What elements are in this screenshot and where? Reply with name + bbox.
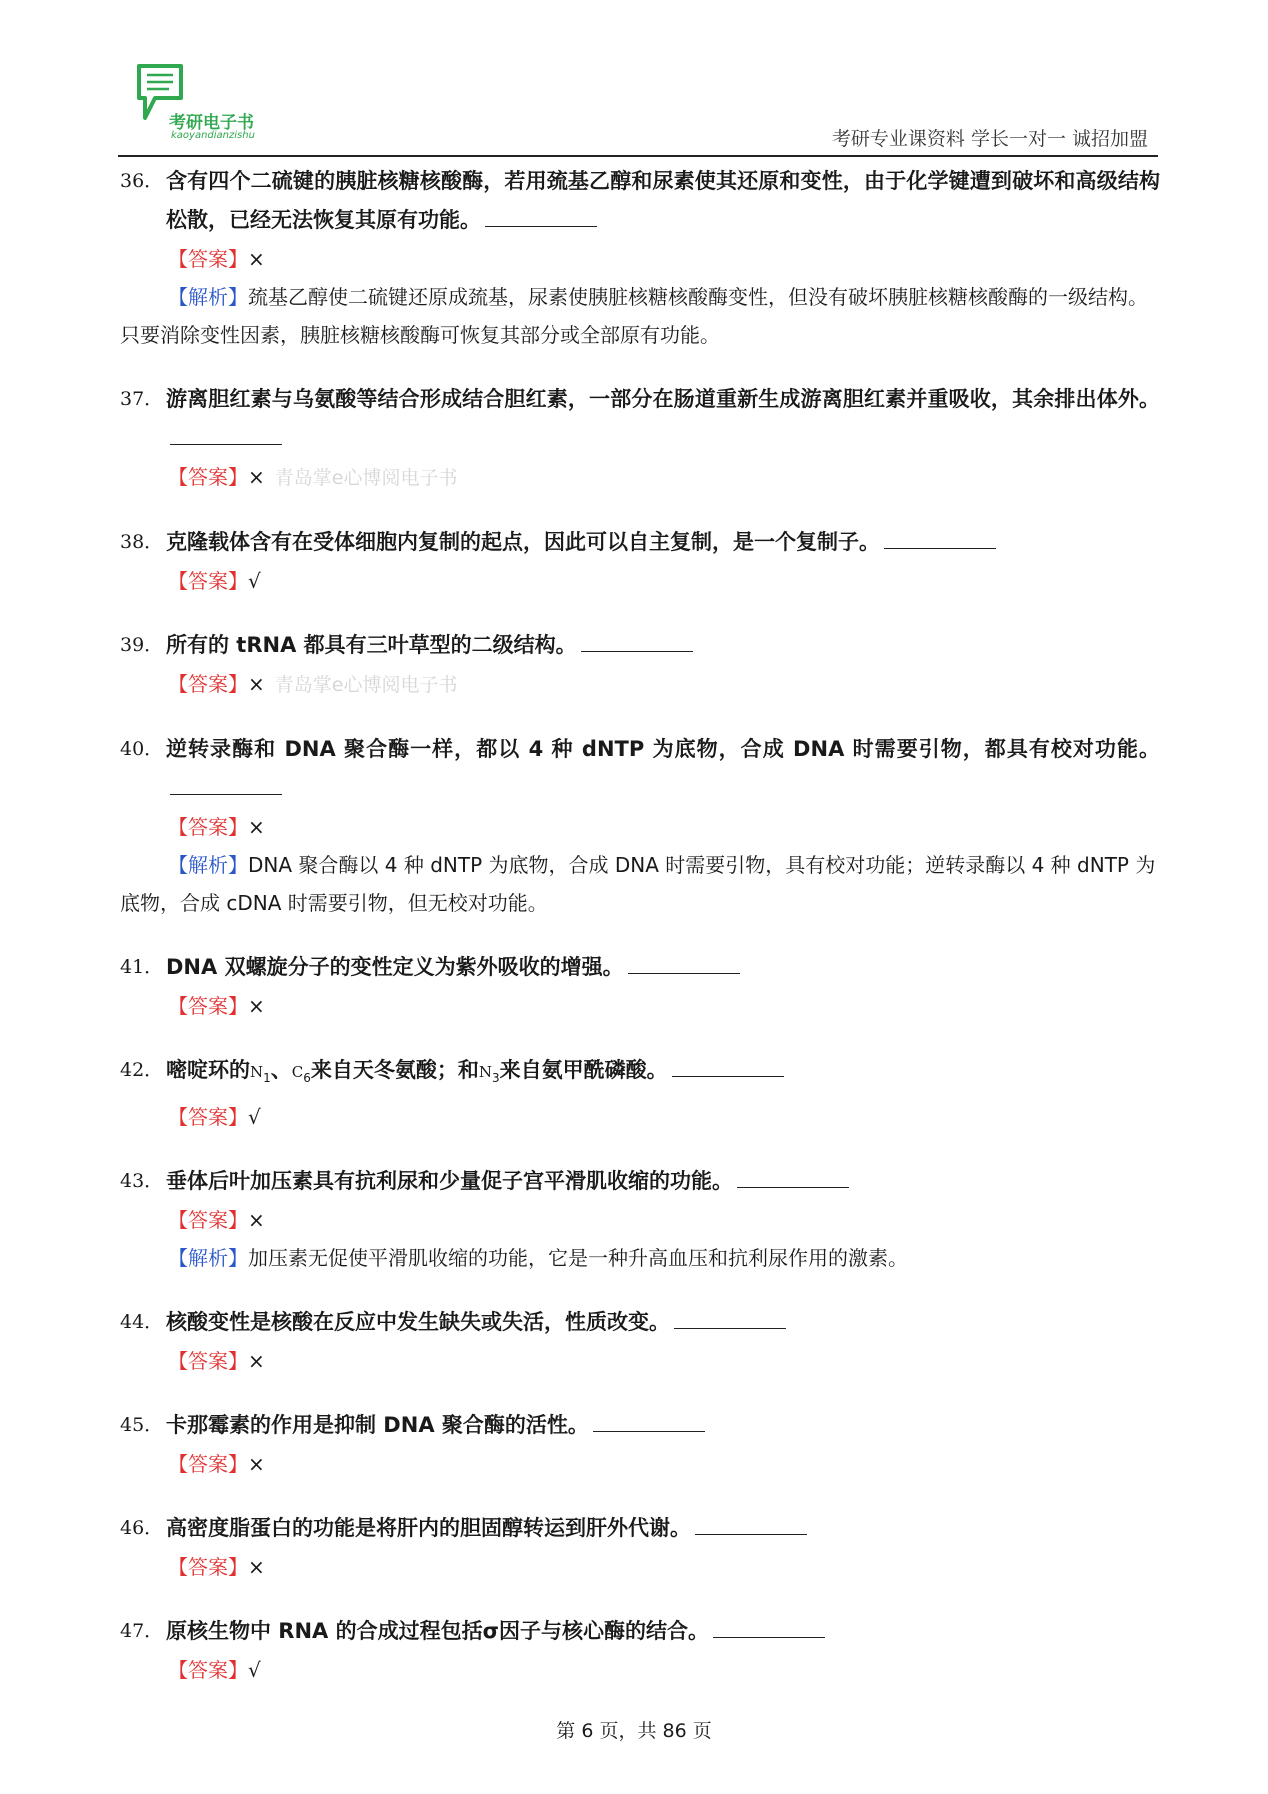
answer-row: [120, 1342, 1160, 1380]
answer-blank: [593, 1411, 705, 1432]
answer-value: ×: [248, 815, 265, 839]
answer-row: [120, 240, 1160, 278]
question-text: [166, 1058, 668, 1086]
atom-subscript: 6: [303, 1071, 311, 1086]
answer-blank: [485, 206, 597, 227]
answer-row: [120, 1445, 1160, 1483]
answer-label: 【答案】: [168, 994, 248, 1018]
question-gap: [120, 1483, 1160, 1509]
question-text-part: 嘧啶环的: [166, 1058, 250, 1082]
explanation-row: [120, 1239, 1160, 1277]
question-item: [120, 1509, 1160, 1548]
question-gap: [120, 1380, 1160, 1406]
question-text: 克隆载体含有在受体细胞内复制的起点，因此可以自主复制，是一个复制子。: [166, 530, 880, 554]
answer-blank: [170, 424, 282, 445]
question-text: 游离胆红素与乌氨酸等结合形成结合胆红素，一部分在肠道重新生成游离胆红素并重吸收，其余排出体外。: [166, 387, 1160, 411]
answer-value: ×: [248, 1349, 265, 1374]
explanation-row: [120, 278, 1160, 354]
answer-label: 【答案】: [168, 1349, 248, 1374]
answer-label: 【答案】: [168, 815, 248, 839]
question-number: 42．: [120, 1059, 164, 1081]
atom-subscript: 3: [492, 1071, 500, 1086]
atom-symbol: N: [478, 1063, 493, 1081]
answer-blank: [170, 774, 282, 795]
question-number: 47．: [120, 1620, 164, 1643]
question-item: [120, 523, 1160, 562]
answer-row: [120, 1651, 1160, 1689]
atom-symbol: C: [291, 1063, 304, 1081]
question-item: [120, 1162, 1160, 1201]
question-text: 垂体后叶加压素具有抗利尿和少量促子宫平滑肌收缩的功能。: [166, 1169, 733, 1194]
answer-row: [120, 987, 1160, 1025]
question-text: 逆转录酶和 DNA 聚合酶一样，都以 4 种 dNTP 为底物，合成 DNA 时需要引物，都具有校对功能。: [166, 737, 1160, 761]
question-item: [120, 1612, 1160, 1651]
question-text: DNA 双螺旋分子的变性定义为紫外吸收的增强。: [166, 955, 624, 979]
question-number: 46．: [120, 1517, 164, 1540]
answer-blank: [674, 1308, 786, 1329]
question-item: [120, 626, 1160, 665]
answer-blank: [695, 1514, 807, 1535]
question-item: [120, 1303, 1160, 1342]
answer-label: 【答案】: [168, 1658, 248, 1683]
answer-blank: [737, 1167, 849, 1188]
question-gap: [120, 1586, 1160, 1612]
question-gap: [120, 354, 1160, 380]
question-gap: [120, 1136, 1160, 1162]
answer-value: √: [248, 1658, 261, 1683]
atom-subscript: 1: [263, 1071, 271, 1086]
answer-blank: [581, 631, 693, 652]
answer-blank: [713, 1617, 825, 1638]
question-item: [120, 1406, 1160, 1445]
question-number: 37．: [120, 388, 164, 410]
logo-subtext: kaoyandianzishu: [171, 130, 255, 141]
question-text-part: 、: [270, 1058, 292, 1082]
explanation-label: 【解析】: [168, 285, 248, 309]
watermark-text: 青岛掌e心博阅电子书: [274, 674, 458, 696]
question-text-part: 来自氨甲酰磷酸。: [499, 1058, 668, 1082]
page-footer: 第 6 页，共 86 页: [556, 1720, 712, 1742]
question-gap: [120, 600, 1160, 626]
question-number: 36．: [120, 170, 164, 192]
answer-row: [120, 1548, 1160, 1586]
answer-value: √: [248, 1105, 261, 1130]
atom-symbol: N: [250, 1063, 264, 1081]
question-gap: [120, 1025, 1160, 1051]
question-number: 44．: [120, 1311, 164, 1334]
answer-label: 【答案】: [168, 1452, 248, 1477]
question-item: [120, 1051, 1160, 1098]
question-item: [120, 730, 1160, 808]
answer-blank: [884, 528, 996, 549]
logo-text: 考研电子书: [169, 113, 254, 133]
header-slogan: 考研专业课资料 学长一对一 诚招加盟: [831, 128, 1148, 150]
question-gap: [120, 922, 1160, 948]
answer-label: 【答案】: [168, 465, 248, 489]
explanation-row: [120, 846, 1160, 922]
question-gap: [120, 704, 1160, 730]
question-text: 卡那霉素的作用是抑制 DNA 聚合酶的活性。: [166, 1413, 589, 1438]
answer-label: 【答案】: [168, 1555, 248, 1580]
explanation-label: 【解析】: [168, 853, 248, 877]
answer-value: ×: [248, 672, 265, 696]
question-item: [120, 162, 1160, 240]
answer-row: [120, 808, 1160, 846]
question-list: [120, 162, 1160, 1689]
question-item: [120, 380, 1160, 458]
question-text-part: 来自天冬氨酸；和: [310, 1058, 479, 1082]
explanation-text: 巯基乙醇使二硫键还原成巯基，尿素使胰脏核糖核酸酶变性，但没有破坏胰脏核糖核酸酶的一级结构。只要消除变性因素，胰脏核糖核酸酶可恢复其部分或全部原有功能。: [120, 285, 1148, 347]
answer-label: 【答案】: [168, 1208, 248, 1233]
question-number: 40．: [120, 738, 164, 760]
question-text: 核酸变性是核酸在反应中发生缺失或失活，性质改变。: [166, 1310, 670, 1335]
question-text: 含有四个二硫键的胰脏核糖核酸酶，若用巯基乙醇和尿素使其还原和变性，由于化学键遭到破坏和高级结构松散，已经无法恢复其原有功能。: [166, 169, 1160, 232]
question-number: 38．: [120, 531, 164, 553]
question-text: 原核生物中 RNA 的合成过程包括σ因子与核心酶的结合。: [166, 1619, 709, 1644]
answer-label: 【答案】: [168, 569, 248, 593]
answer-value: ×: [248, 465, 265, 489]
question-number: 43．: [120, 1170, 164, 1193]
answer-blank: [628, 953, 740, 974]
answer-value: ×: [248, 1208, 265, 1233]
question-text: 高密度脂蛋白的功能是将肝内的胆固醇转运到肝外代谢。: [166, 1516, 691, 1541]
answer-row: [120, 458, 1160, 497]
header-divider: [118, 155, 1158, 157]
explanation-text: 加压素无促使平滑肌收缩的功能，它是一种升高血压和抗利尿作用的激素。: [248, 1246, 908, 1271]
question-number: 39．: [120, 634, 164, 656]
question-gap: [120, 1277, 1160, 1303]
explanation-text: DNA 聚合酶以 4 种 dNTP 为底物，合成 DNA 时需要引物，具有校对功能；逆转录酶以 4 种 dNTP 为底物，合成 cDNA 时需要引物，但无校对功能。: [120, 853, 1156, 915]
watermark-text: 青岛掌e心博阅电子书: [274, 467, 458, 489]
question-number: 45．: [120, 1414, 164, 1437]
question-gap: [120, 497, 1160, 523]
answer-row: [120, 665, 1160, 704]
answer-label: 【答案】: [168, 672, 248, 696]
site-logo: [133, 60, 283, 150]
answer-label: 【答案】: [168, 1105, 248, 1130]
answer-value: ×: [248, 994, 265, 1018]
answer-value: ×: [248, 1452, 265, 1477]
answer-row: [120, 1098, 1160, 1136]
answer-label: 【答案】: [168, 247, 248, 271]
answer-value: ×: [248, 247, 265, 271]
explanation-label: 【解析】: [168, 1246, 248, 1271]
answer-value: ×: [248, 1555, 265, 1580]
answer-blank: [672, 1056, 784, 1077]
question-text: 所有的 tRNA 都具有三叶草型的二级结构。: [166, 633, 577, 657]
question-item: [120, 948, 1160, 987]
answer-row: [120, 1201, 1160, 1239]
answer-value: √: [248, 569, 261, 593]
answer-row: [120, 562, 1160, 600]
question-number: 41．: [120, 956, 164, 978]
